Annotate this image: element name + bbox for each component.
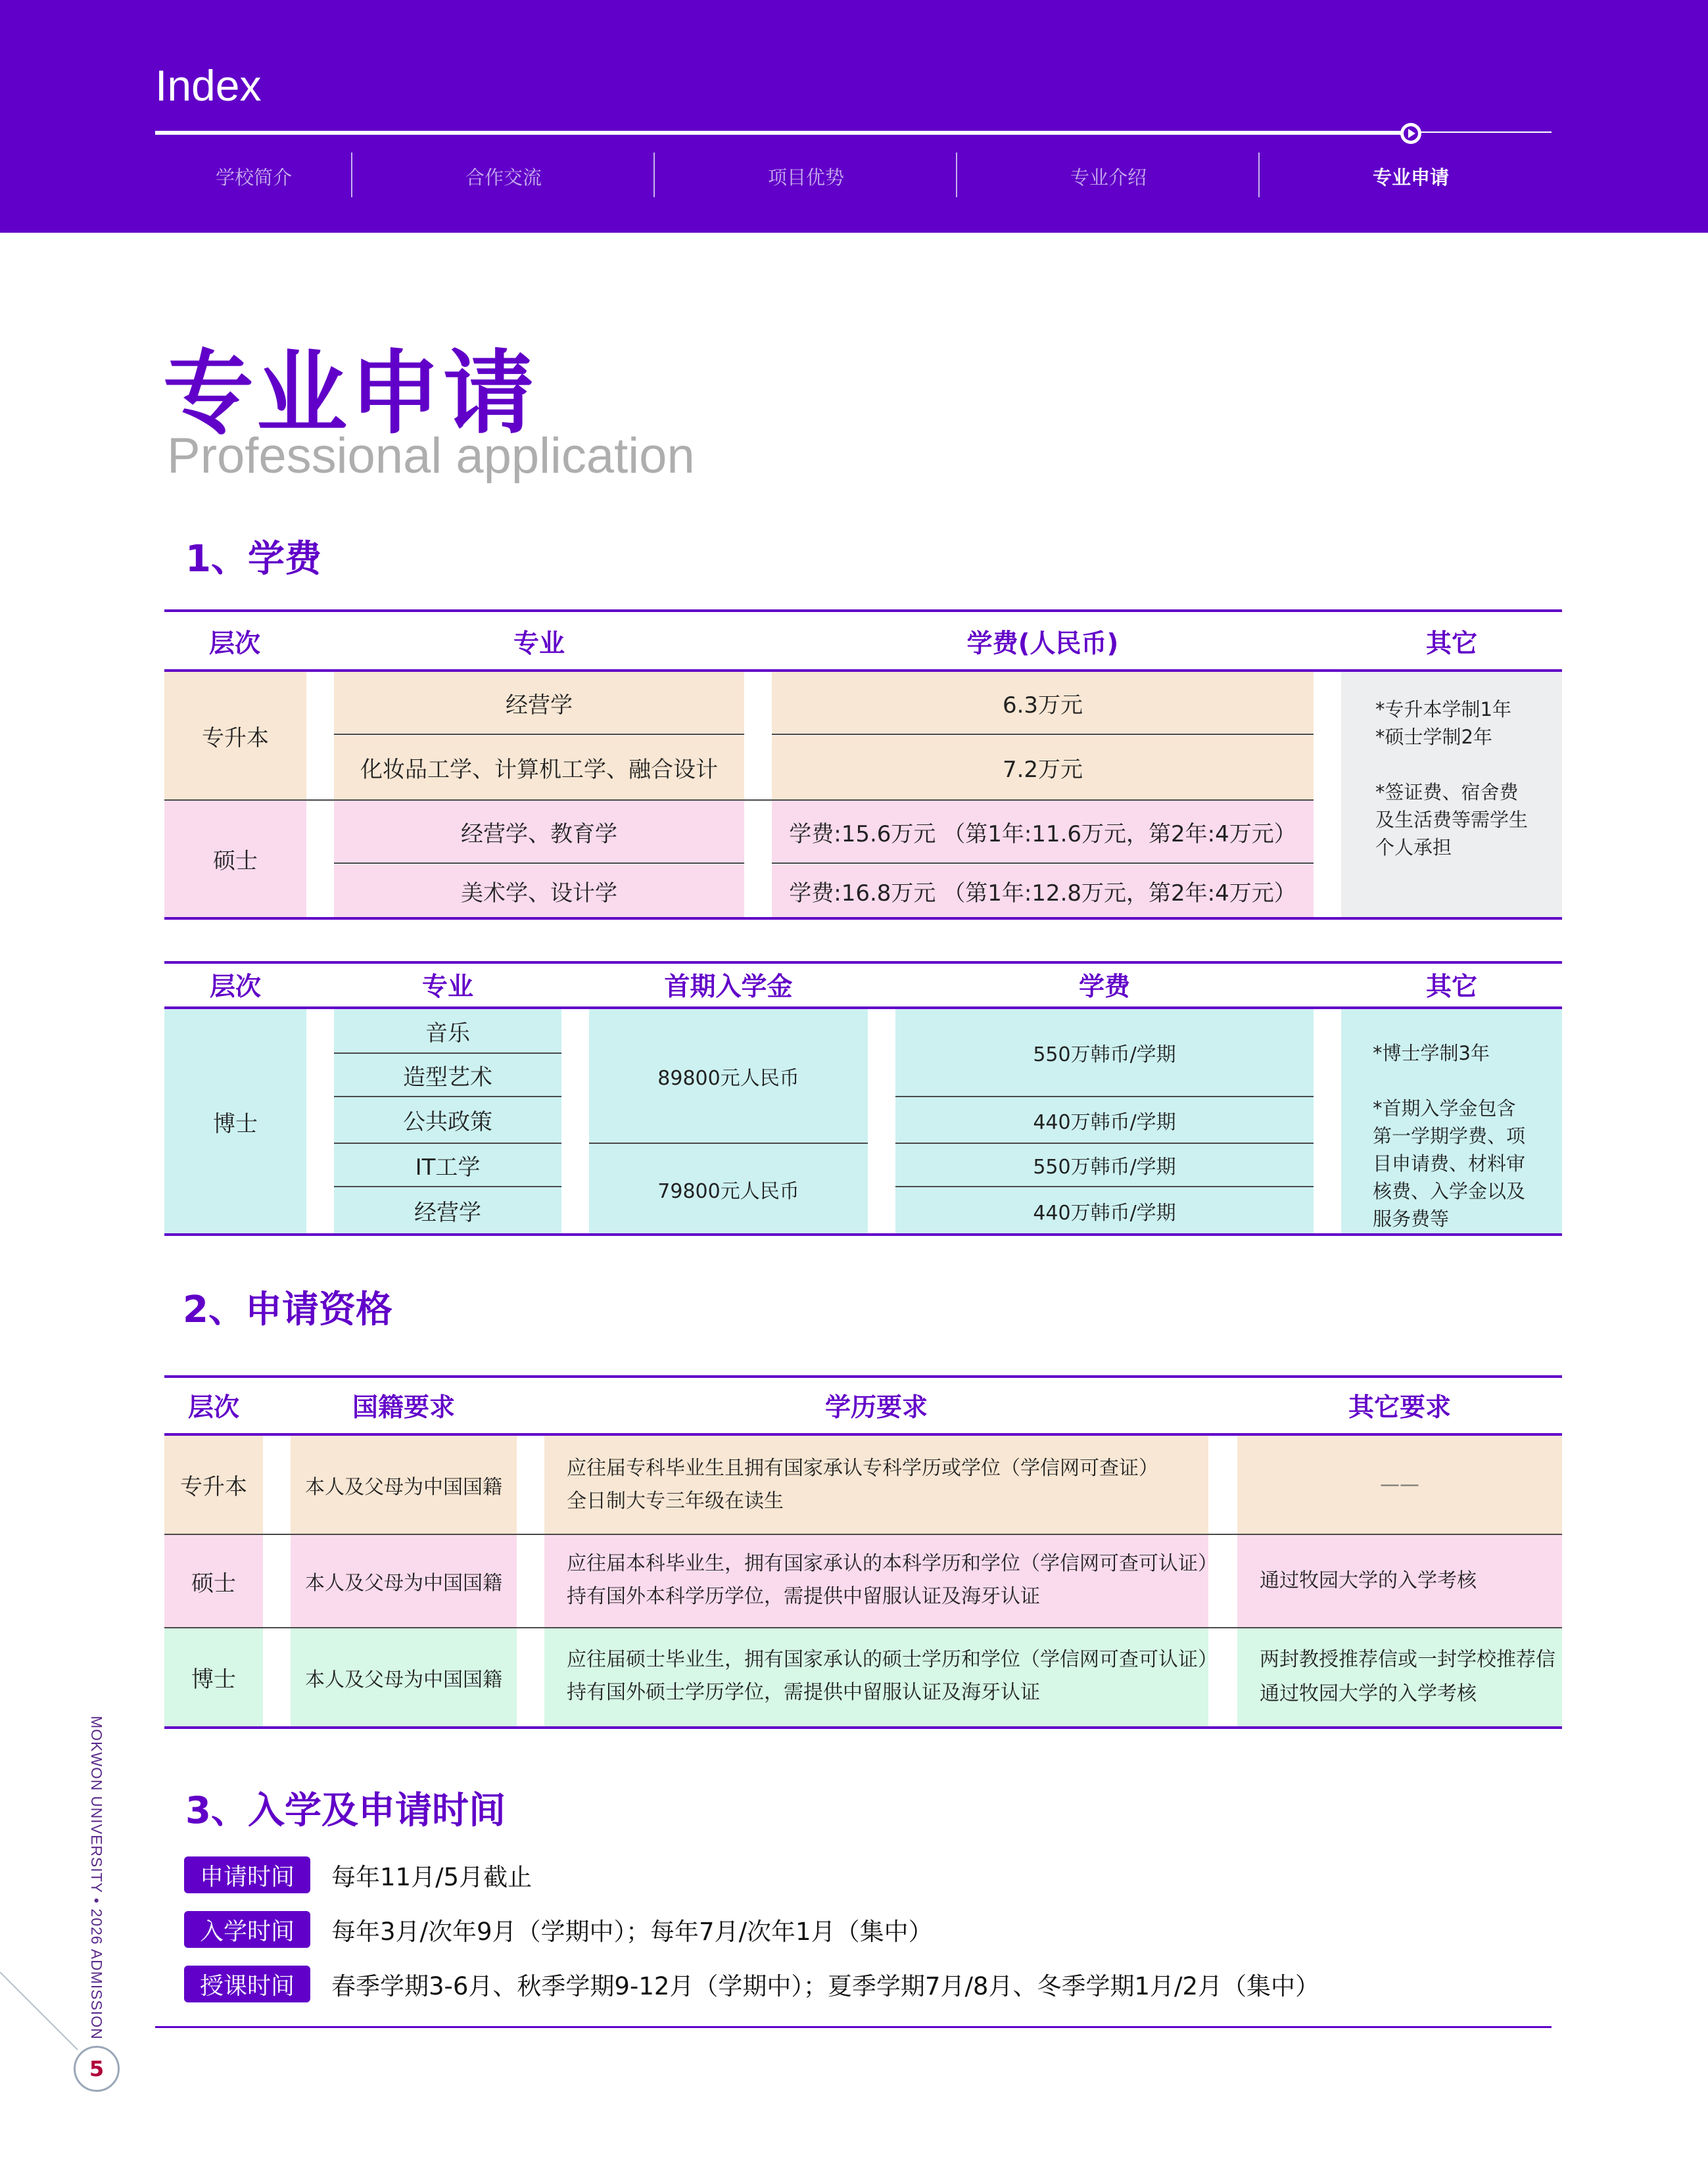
major-cell: 造型艺术 [334,1054,561,1096]
other-requirement-cell: —— [1237,1436,1562,1534]
nav-item-cooperation[interactable]: 合作交流 [465,166,542,189]
footer-rule [155,2026,1552,2028]
level-cell: 博士 [164,1628,263,1726]
play-marker-icon [1400,123,1421,144]
nationality-cell: 本人及父母为中国国籍 [291,1436,517,1534]
major-cell: 经营学、教育学 [334,801,744,863]
nav-progress-line-remaining [1412,131,1552,133]
row-divider [772,863,1314,864]
nationality-cell: 本人及父母为中国国籍 [291,1628,517,1726]
row-divider [895,1186,1314,1187]
column-header: 层次 [208,629,260,659]
education-cell [544,1535,1218,1627]
other-requirement-cell [1237,1628,1562,1726]
education-cell [544,1436,1208,1534]
other-requirement-cell: 通过牧园大学的入学考核 [1237,1535,1562,1627]
level-cell: 硕士 [164,801,306,917]
major-cell: 经营学 [334,1187,561,1234]
other-requirement-text: 两封教授推荐信或一封学校推荐信 通过牧园大学的入学考核 [1260,1648,1555,1705]
application-time-tag: 申请时间 [184,1856,310,1893]
row-divider [334,734,744,735]
nav-progress-line [155,131,1412,135]
page-title: 专业申请 [163,341,537,446]
row-divider [334,1096,561,1097]
teaching-time-tag: 授课时间 [184,1966,310,2002]
deposit-cell: 89800元人民币 [589,1009,868,1143]
deposit-cell: 79800元人民币 [589,1144,868,1234]
level-cell: 博士 [164,1009,306,1234]
enrollment-time-tag: 入学时间 [184,1911,310,1948]
section-heading-dates: 3、入学及申请时间 [185,1789,506,1832]
section-heading-tuition: 1、学费 [185,538,321,580]
nav-item-advantages[interactable]: 项目优势 [767,166,844,189]
level-cell: 专升本 [164,672,306,799]
major-cell: 经营学 [334,672,744,734]
fee-cell: 7.2万元 [772,736,1314,799]
education-line: 应往届硕士毕业生，拥有国家承认的硕士学历和学位（学信网可查可认证） [567,1648,1218,1671]
column-header: 专业 [421,972,473,1002]
major-cell: 美术学、设计学 [334,864,744,917]
page-subtitle: Professional application [167,428,695,484]
column-header: 层次 [187,1393,239,1423]
row-divider [334,863,744,864]
application-time-text: 每年11月/5月截止 [331,1863,533,1891]
side-running-text-label: MOKWON UNIVERSITY • 2026 ADMISSION [88,1716,105,2040]
other-notes-cell [1341,672,1562,917]
row-divider [589,1143,868,1144]
column-header: 学费(人民币) [966,629,1119,659]
row-divider [895,1096,1314,1097]
fee-cell: 6.3万元 [772,672,1314,734]
major-cell: 化妆品工学、计算机工学、融合设计 [334,736,744,799]
row-divider [772,734,1314,735]
education-line: 持有国外本科学历学位，需提供中留服认证及海牙认证 [567,1585,1040,1608]
level-cell: 专升本 [164,1436,263,1534]
table-top-rule [164,609,1562,612]
education-line: 全日制大专三年级在读生 [567,1490,784,1513]
fee-cell: 550万韩币/学期 [895,1009,1314,1096]
index-title: Index [155,61,262,110]
row-divider [334,1186,561,1187]
nav-item-majors[interactable]: 专业介绍 [1070,166,1147,189]
row-divider [334,1052,561,1054]
major-cell: 音乐 [334,1009,561,1052]
major-cell: IT工学 [334,1144,561,1186]
row-divider [895,1143,1314,1144]
column-header: 国籍要求 [352,1393,455,1423]
page-number: 5 [74,2046,120,2092]
other-notes-text: *博士学制3年 *首期入学金包含 第一学期学费、项 目申请费、材料审 核费、入学金以及 服务费等 [1373,1042,1526,1230]
column-header: 学费 [1078,972,1130,1002]
column-header: 专业 [513,629,565,659]
major-cell: 公共政策 [334,1097,561,1143]
table-bottom-rule [164,917,1562,920]
nav-item-school-intro[interactable]: 学校简介 [215,166,292,189]
column-header: 学历要求 [824,1393,928,1423]
education-line: 持有国外硕士学历学位，需提供中留服认证及海牙认证 [567,1681,1040,1704]
column-header: 其它要求 [1348,1393,1451,1423]
section-heading-eligibility: 2、申请资格 [183,1288,392,1331]
teaching-time-text: 春季学期3-6月、秋季学期9-12月（学期中）；夏季学期7月/8月、冬季学期1月/2月（集中） [331,1972,1319,2000]
education-cell [544,1628,1218,1726]
education-line: 应往届专科毕业生且拥有国家承认专科学历或学位（学信网可查证） [567,1457,1158,1480]
column-header: 其它 [1425,972,1477,1002]
other-notes-cell [1341,1009,1562,1234]
column-header: 层次 [209,972,261,1002]
fee-cell: 学费:16.8万元 （第1年:12.8万元，第2年:4万元） [772,864,1314,917]
fee-cell: 440万韩币/学期 [895,1187,1314,1234]
row-divider [334,1143,561,1144]
fee-cell: 550万韩币/学期 [895,1144,1314,1186]
column-header: 其它 [1425,629,1477,659]
level-cell: 硕士 [164,1535,263,1627]
table-bottom-rule [164,1233,1562,1236]
enrollment-time-text: 每年3月/次年9月（学期中）；每年7月/次年1月（集中） [331,1918,933,1946]
other-notes-text: *专升本学制1年 *硕士学制2年 *签证费、宿舍费 及生活费等需学生 个人承担 [1375,698,1529,859]
fee-cell: 440万韩币/学期 [895,1097,1314,1143]
nav-item-application[interactable]: 专业申请 [1372,166,1449,189]
column-header: 首期入学金 [664,972,793,1002]
nationality-cell: 本人及父母为中国国籍 [291,1535,517,1627]
table-bottom-rule [164,1726,1562,1729]
education-line: 应往届本科毕业生，拥有国家承认的本科学历和学位（学信网可查可认证） [567,1552,1218,1575]
fee-cell: 学费:15.6万元 （第1年:11.6万元，第2年:4万元） [772,801,1314,863]
